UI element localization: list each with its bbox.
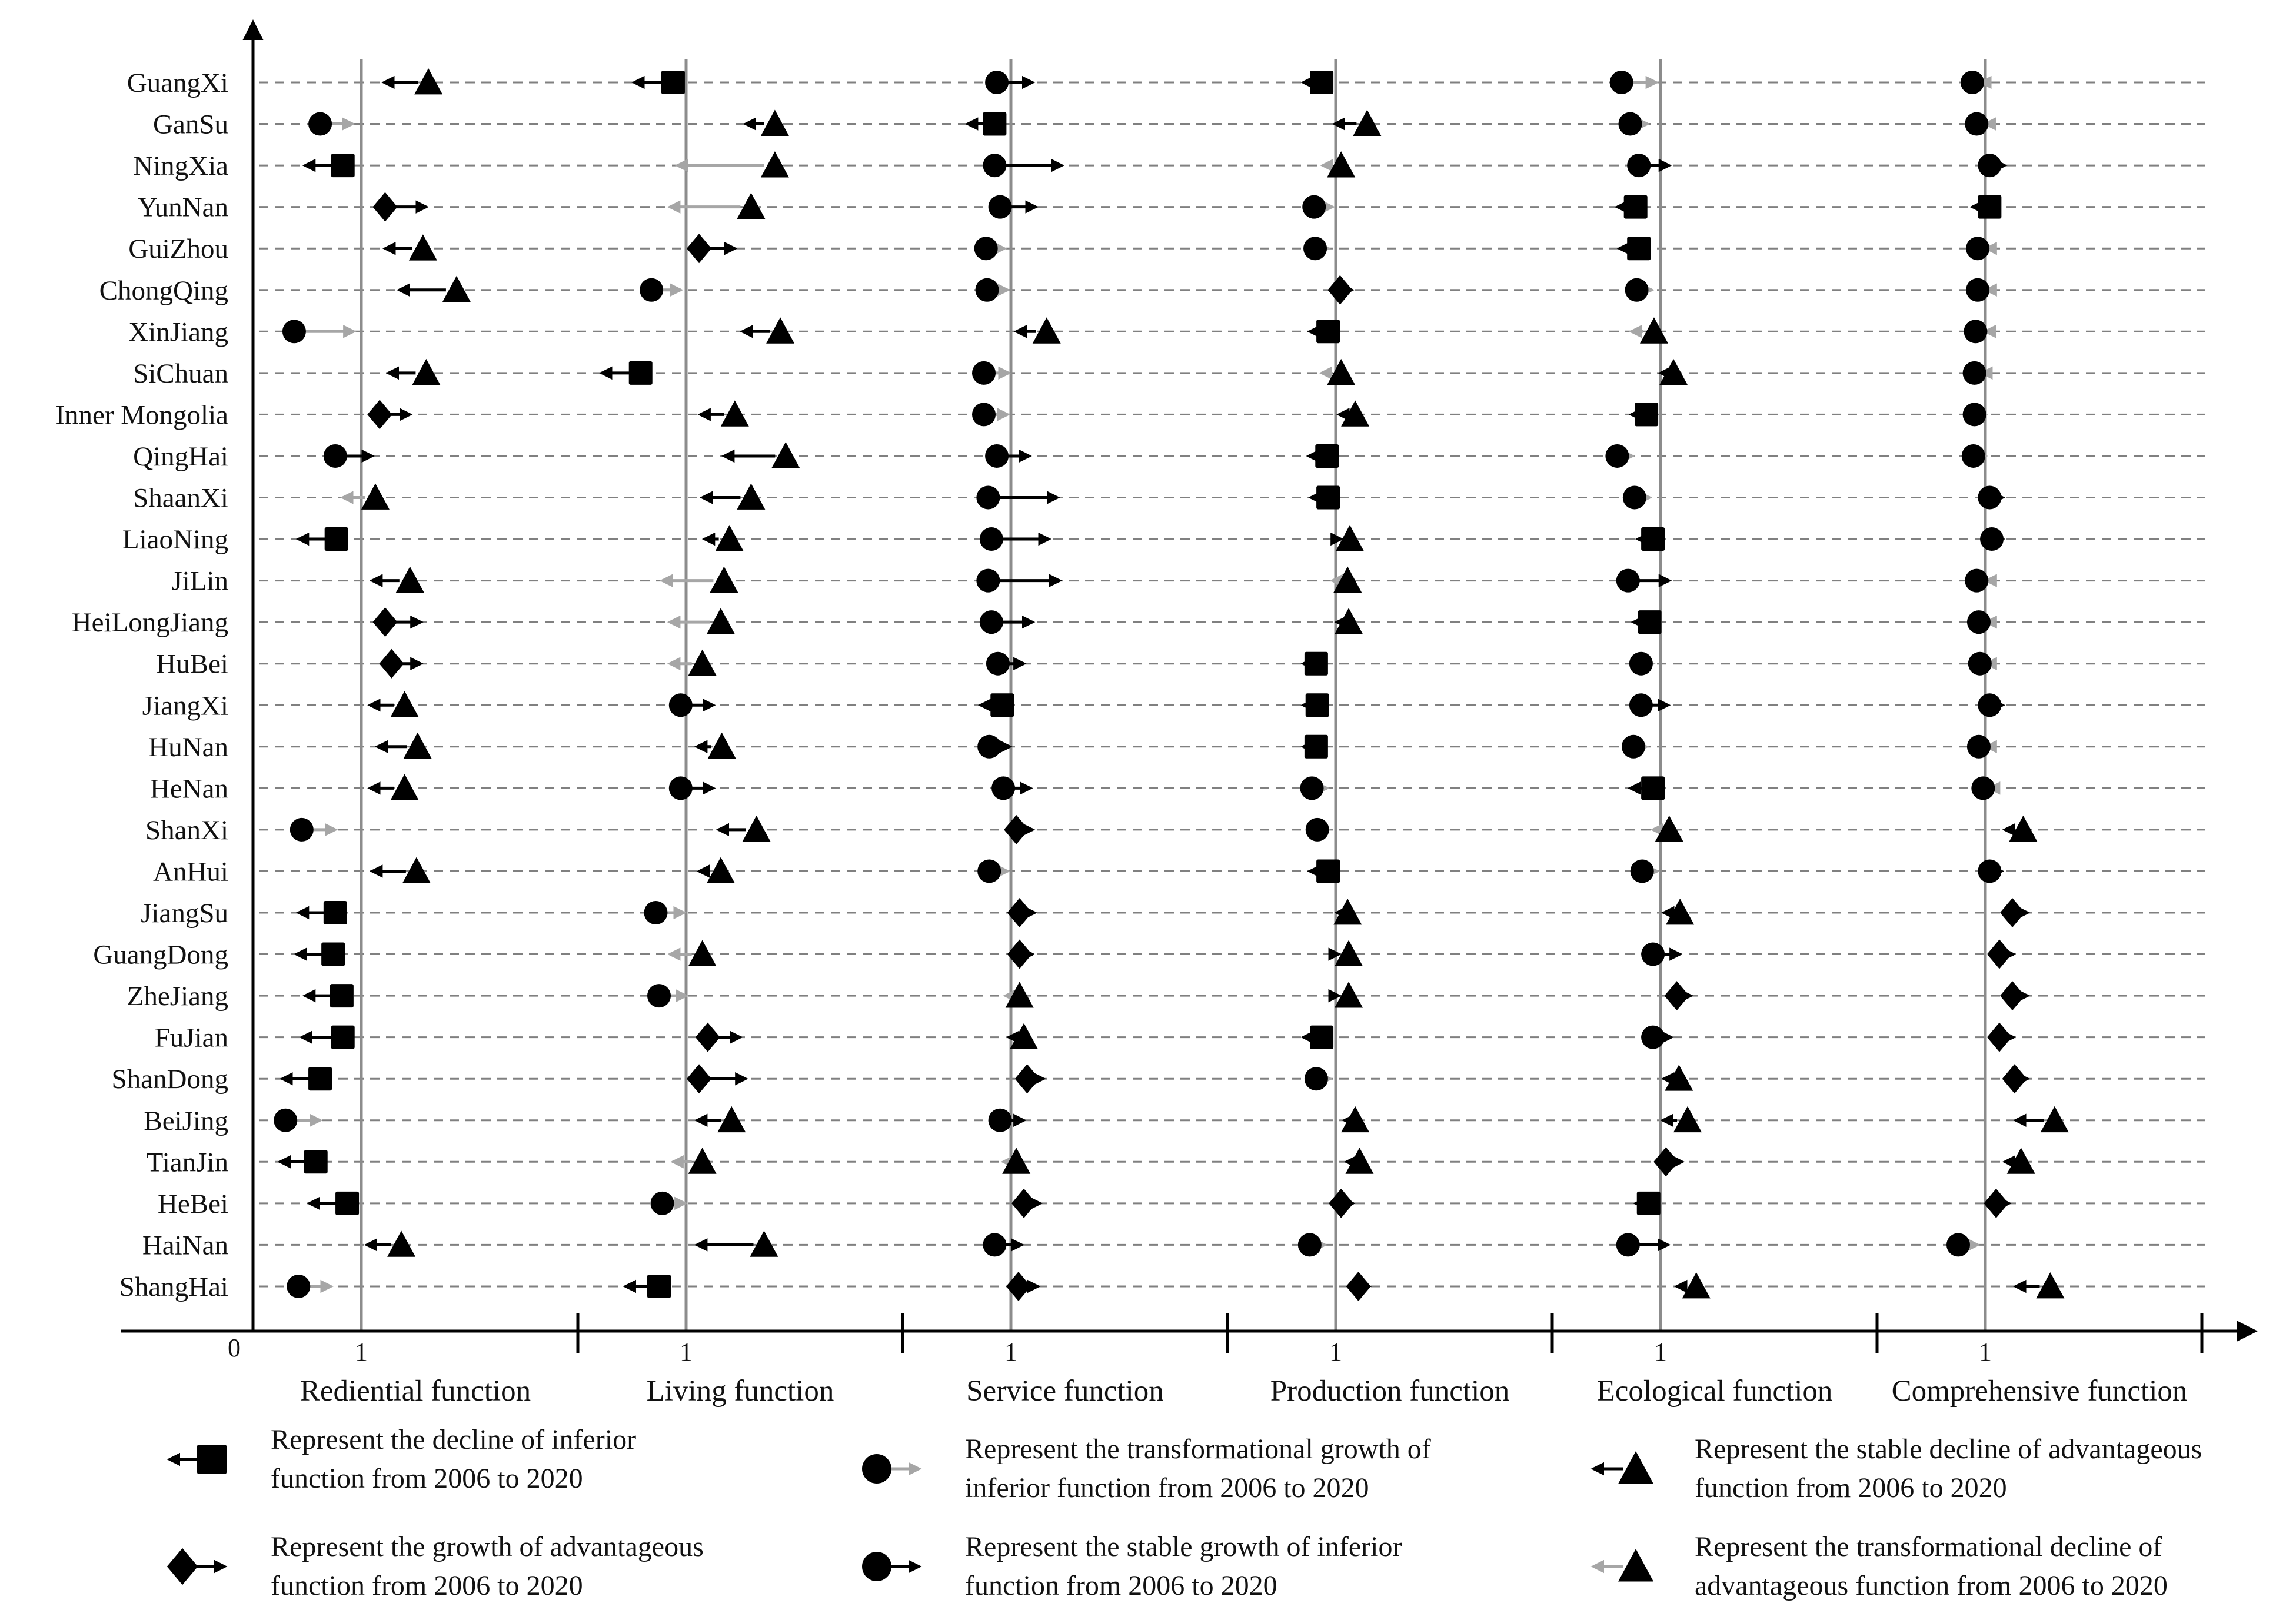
marker-ecological-function-jilin [1616,569,1640,593]
marker-ecological-function-hubei [1629,652,1653,676]
marker-rediential-function-tianjin [304,1150,328,1173]
province-label-ningxia: NingXia [133,151,228,182]
marker-ecological-function-sichuan [1659,359,1688,385]
marker-service-function-guizhou [974,237,998,260]
marker-production-function-hunan [1305,735,1328,759]
marker-service-function-ningxia [983,154,1006,177]
province-label-inner-mongolia: Inner Mongolia [55,400,228,431]
marker-rediential-function-hainan [387,1230,415,1256]
group-label-comprehensive-function: Comprehensive function [1891,1375,2188,1408]
marker-service-function-yunnan [989,195,1012,219]
marker-ecological-function-henan [1641,776,1665,800]
marker-comprehensive-function-tianjin [2007,1148,2035,1173]
province-label-xinjiang: XinJiang [128,317,228,348]
marker-production-function-sichuan [1327,359,1355,385]
marker-living-function-jiangsu [644,901,667,924]
marker-comprehensive-function-shanxi [2009,816,2037,842]
marker-production-function-shandong [1305,1067,1328,1090]
function-groups [300,1313,2202,1408]
marker-rediential-function-zhejiang [330,984,354,1007]
marker-comprehensive-function-henan [1971,776,1995,800]
marker-comprehensive-function-jiangxi [1978,693,2001,717]
marker-comprehensive-function-guizhou [1966,237,1989,260]
marker-rediential-function-hebei [335,1192,359,1215]
province-label-gansu: GanSu [153,109,228,140]
marker-comprehensive-function-shaanxi [1978,486,2001,510]
marker-rediential-function-qinghai [324,444,347,468]
province-label-shandong: ShanDong [111,1064,228,1095]
marker-rediential-function-hubei [380,649,404,679]
marker-rediential-function-heilongjiang [372,607,397,637]
marker-ecological-function-yunnan [1624,195,1648,219]
legend-item-td [1593,1531,2168,1601]
marker-ecological-function-zhejiang [1665,981,1689,1010]
marker-living-function-anhui [707,857,735,883]
marker-service-function-hunan [977,735,1001,759]
legend-text-da-1: Represent the stable decline of advantageous [1695,1434,2202,1465]
legend-item-tg [862,1434,1431,1504]
marker-ecological-function-fujian [1641,1026,1665,1049]
marker-ecological-function-gansu [1618,112,1642,136]
marker-ecological-function-xinjiang [1640,317,1668,343]
marker-ecological-function-guangxi [1610,71,1633,94]
marker-service-function-fujian [1010,1023,1038,1049]
marker-living-function-tianjin [688,1148,717,1173]
tick-label-production-function: 1 [1329,1338,1342,1366]
marker-living-function-hunan [708,733,736,759]
marker-living-function-liaoning [716,525,744,551]
legend-symbol-tg [862,1454,891,1484]
marker-service-function-jilin [976,569,1000,593]
marker-service-function-hebei [1011,1189,1036,1218]
marker-comprehensive-function-liaoning [1980,527,2004,551]
marker-comprehensive-function-hebei [1984,1189,2008,1218]
province-label-hunan: HuNan [148,731,228,763]
legend-text-tg-1: Represent the transformational growth of [965,1434,1431,1465]
marker-service-function-tianjin [1002,1148,1030,1173]
marker-ecological-function-jiangxi [1629,693,1653,717]
marker-service-function-heilongjiang [980,610,1003,634]
marker-ecological-function-chongqing [1625,278,1649,302]
province-label-beijing: BeiJing [144,1105,228,1136]
province-label-shanxi: ShanXi [145,814,228,846]
province-label-hainan: HaiNan [142,1230,228,1261]
marker-ecological-function-anhui [1631,859,1654,883]
marker-service-function-jiangxi [990,693,1014,717]
legend-text-sg-2: function from 2006 to 2020 [965,1570,1277,1601]
marker-service-function-liaoning [980,527,1003,551]
marker-production-function-jiangxi [1306,693,1329,717]
marker-living-function-ningxia [761,151,789,177]
marker-comprehensive-function-hubei [1968,652,1992,676]
province-label-hubei: HuBei [156,648,228,680]
legend [167,1424,2202,1601]
legend-text-da-2: function from 2006 to 2020 [1695,1472,2007,1504]
marker-rediential-function-anhui [402,857,431,883]
marker-service-function-guangxi [985,71,1009,94]
province-label-tianjin: TianJin [146,1147,228,1178]
marker-comprehensive-function-fujian [1987,1023,2012,1052]
marker-production-function-chongqing [1327,275,1352,305]
marker-ecological-function-shandong [1665,1065,1693,1090]
origin-label: 0 [228,1333,241,1362]
marker-living-function-shaanxi [737,484,765,510]
province-label-jiangsu: JiangSu [141,898,228,929]
marker-rediential-function-shandong [308,1067,332,1090]
legend-symbol-da [1618,1451,1653,1484]
marker-production-function-tianjin [1345,1148,1373,1173]
marker-rediential-function-inner-mongolia [367,400,392,429]
province-label-anhui: AnHui [153,856,228,887]
marker-production-function-beijing [1341,1106,1369,1132]
marker-comprehensive-function-xinjiang [1964,320,1987,343]
province-label-jilin: JiLin [171,566,228,597]
marker-rediential-function-beijing [274,1109,297,1132]
marker-rediential-function-yunnan [372,192,397,222]
province-label-liaoning: LiaoNing [122,524,228,556]
marker-living-function-hebei [651,1192,674,1215]
marker-service-function-hubei [986,652,1010,676]
marker-comprehensive-function-guangxi [1961,71,1984,94]
legend-item-di [169,1424,636,1494]
marker-comprehensive-function-jilin [1965,569,1988,593]
marker-production-function-hebei [1329,1189,1353,1218]
marker-comprehensive-function-yunnan [1978,195,2001,219]
marker-ecological-function-tianjin [1653,1147,1678,1176]
marker-rediential-function-xinjiang [282,320,306,343]
marker-living-function-hubei [688,650,717,676]
marker-production-function-heilongjiang [1335,608,1363,634]
marker-comprehensive-function-anhui [1978,859,2001,883]
group-label-production-function: Production function [1270,1375,1510,1408]
marker-comprehensive-function-shandong [2002,1064,2027,1093]
marker-production-function-shanghai [1346,1272,1371,1301]
marker-comprehensive-function-sichuan [1963,361,1986,385]
marker-comprehensive-function-ningxia [1978,154,2001,177]
province-label-chongqing: ChongQing [99,275,228,306]
marker-production-function-inner-mongolia [1341,400,1369,426]
marker-rediential-function-hunan [404,733,432,759]
marker-living-function-yunnan [737,193,765,219]
marker-comprehensive-function-gansu [1965,112,1988,136]
marker-service-function-beijing [989,1109,1012,1132]
marker-rediential-function-gansu [308,112,332,136]
marker-comprehensive-function-chongqing [1966,278,1989,302]
marker-living-function-guangdong [688,940,717,966]
province-label-hebei: HeBei [157,1188,228,1219]
marker-ecological-function-heilongjiang [1638,610,1662,634]
marker-production-function-fujian [1310,1026,1333,1049]
marker-service-function-hainan [983,1233,1006,1256]
marker-comprehensive-function-inner-mongolia [1963,403,1986,426]
province-label-shanghai: ShangHai [119,1271,228,1302]
tick-label-ecological-function: 1 [1654,1338,1667,1366]
marker-living-function-inner-mongolia [721,400,749,426]
province-label-guizhou: GuiZhou [128,234,228,265]
marker-living-function-henan [669,776,693,800]
marker-living-function-sichuan [629,361,653,385]
marker-living-function-qinghai [771,442,800,468]
marker-rediential-function-guangdong [321,943,345,966]
marker-rediential-function-henan [391,774,419,800]
legend-text-di-1: Represent the decline of inferior [271,1424,637,1455]
marker-ecological-function-guangdong [1641,943,1665,966]
marker-rediential-function-chongqing [442,276,471,302]
marker-service-function-chongqing [976,278,999,302]
marker-production-function-anhui [1316,859,1340,883]
marker-comprehensive-function-hunan [1967,735,1991,759]
marker-living-function-hainan [750,1230,778,1256]
marker-living-function-heilongjiang [707,608,735,634]
marker-ecological-function-guizhou [1627,237,1651,260]
marker-ecological-function-jiangsu [1666,899,1694,924]
legend-text-di-2: function from 2006 to 2020 [271,1463,583,1494]
marker-rediential-function-jiangsu [324,901,347,924]
marker-service-function-henan [991,776,1015,800]
province-label-qinghai: QingHai [133,441,228,472]
province-label-fujian: FuJian [154,1022,228,1053]
marker-service-function-inner-mongolia [972,403,996,426]
marker-comprehensive-function-heilongjiang [1967,610,1991,634]
marker-service-function-shaanxi [976,486,1000,510]
marker-rediential-function-liaoning [325,527,348,551]
tick-label-comprehensive-function: 1 [1979,1338,1992,1366]
group-label-living-function: Living function [646,1375,834,1408]
marker-production-function-qinghai [1315,444,1339,468]
province-label-heilongjiang: HeiLongJiang [71,607,228,638]
marker-production-function-shaanxi [1316,486,1340,510]
marker-production-function-guizhou [1303,237,1327,260]
marker-production-function-gansu [1353,110,1381,136]
marker-comprehensive-function-zhejiang [2000,981,2025,1010]
marker-living-function-jiangxi [669,693,693,717]
legend-text-tg-2: inferior function from 2006 to 2020 [965,1472,1369,1504]
marker-rediential-function-jiangxi [391,691,419,717]
marker-rediential-function-shanghai [287,1275,310,1298]
marker-comprehensive-function-jiangsu [2000,898,2025,927]
legend-symbol-di [197,1445,227,1474]
marker-ecological-function-inner-mongolia [1635,403,1658,426]
province-label-guangxi: GuangXi [127,68,228,98]
marker-living-function-chongqing [640,278,663,302]
marker-service-function-gansu [983,112,1006,136]
marker-rediential-function-ningxia [331,154,355,177]
tick-label-rediential-function: 1 [355,1338,368,1366]
marker-living-function-xinjiang [766,317,794,343]
marker-comprehensive-function-hainan [1946,1233,1970,1256]
marker-ecological-function-qinghai [1605,444,1629,468]
legend-text-ga-2: function from 2006 to 2020 [271,1570,583,1601]
marker-ecological-function-liaoning [1641,527,1665,551]
province-label-zhejiang: ZheJiang [127,981,228,1012]
marker-ecological-function-ningxia [1627,154,1651,177]
tick-label-service-function: 1 [1004,1338,1017,1366]
marker-comprehensive-function-beijing [2041,1106,2069,1132]
marker-production-function-jilin [1333,567,1362,593]
marker-living-function-gansu [761,110,789,136]
data-marks [274,68,2069,1301]
marker-production-function-jiangsu [1333,899,1362,924]
marker-living-function-guizhou [687,234,711,263]
legend-item-da [1593,1434,2202,1504]
legend-symbol-ga [167,1548,198,1585]
marker-rediential-function-shanxi [290,818,314,842]
marker-service-function-qinghai [985,444,1009,468]
legend-text-sg-1: Represent the stable growth of inferior [965,1531,1402,1562]
marker-ecological-function-beijing [1673,1106,1702,1132]
marker-ecological-function-hunan [1622,735,1645,759]
marker-living-function-guangxi [661,71,685,94]
group-label-service-function: Service function [966,1375,1164,1408]
legend-text-td-2: advantageous function from 2006 to 2020 [1695,1570,2168,1601]
province-label-guangdong: GuangDong [93,939,228,970]
marker-production-function-hainan [1298,1233,1322,1256]
legend-text-td-1: Represent the transformational decline of [1695,1531,2162,1562]
marker-living-function-beijing [717,1106,746,1132]
marker-living-function-fujian [696,1023,720,1052]
province-label-henan: HeNan [149,773,228,804]
marker-rediential-function-guizhou [409,234,437,260]
marker-living-function-jilin [710,567,738,593]
marker-service-function-sichuan [972,361,996,385]
marker-living-function-zhejiang [647,984,671,1007]
marker-ecological-function-shanghai [1682,1272,1711,1298]
marker-rediential-function-guangxi [414,68,442,94]
marker-production-function-henan [1300,776,1324,800]
legend-symbol-sg [862,1552,891,1581]
legend-symbol-td [1618,1549,1653,1582]
group-label-rediential-function: Rediential function [300,1375,531,1408]
marker-service-function-anhui [977,859,1001,883]
marker-living-function-shanghai [647,1275,671,1298]
province-label-jiangxi: JiangXi [142,690,228,721]
marker-service-function-shandong [1015,1064,1040,1093]
marker-service-function-xinjiang [1033,317,1061,343]
legend-item-ga [167,1531,704,1601]
marker-comprehensive-function-shanghai [2036,1272,2064,1298]
marker-production-function-shanxi [1306,818,1329,842]
province-label-shaanxi: ShaanXi [133,483,228,514]
marker-living-function-shandong [687,1064,711,1093]
marker-ecological-function-hainan [1616,1233,1640,1256]
marker-production-function-hubei [1305,652,1328,676]
tick-label-living-function: 1 [680,1338,693,1366]
marker-comprehensive-function-qinghai [1962,444,1985,468]
marker-living-function-shanxi [743,816,771,842]
marker-rediential-function-jilin [396,567,424,593]
marker-production-function-yunnan [1302,195,1326,219]
province-rows [55,68,2205,1302]
marker-rediential-function-fujian [331,1026,355,1049]
marker-ecological-function-hebei [1637,1192,1661,1215]
legend-item-sg [862,1531,1402,1601]
marker-comprehensive-function-guangdong [1987,940,2012,969]
reference-lines [361,59,1985,1331]
marker-service-function-shanxi [1004,815,1029,844]
marker-production-function-ningxia [1327,151,1355,177]
marker-rediential-function-sichuan [412,359,440,385]
legend-text-ga-1: Represent the growth of advantageous [271,1531,704,1562]
marker-production-function-guangxi [1310,71,1333,94]
marker-production-function-xinjiang [1316,320,1340,343]
group-label-ecological-function: Ecological function [1596,1375,1833,1408]
province-label-sichuan: SiChuan [133,358,228,389]
marker-rediential-function-shaanxi [361,484,390,510]
marker-ecological-function-shaanxi [1623,486,1646,510]
province-label-yunnan: YunNan [137,192,228,223]
